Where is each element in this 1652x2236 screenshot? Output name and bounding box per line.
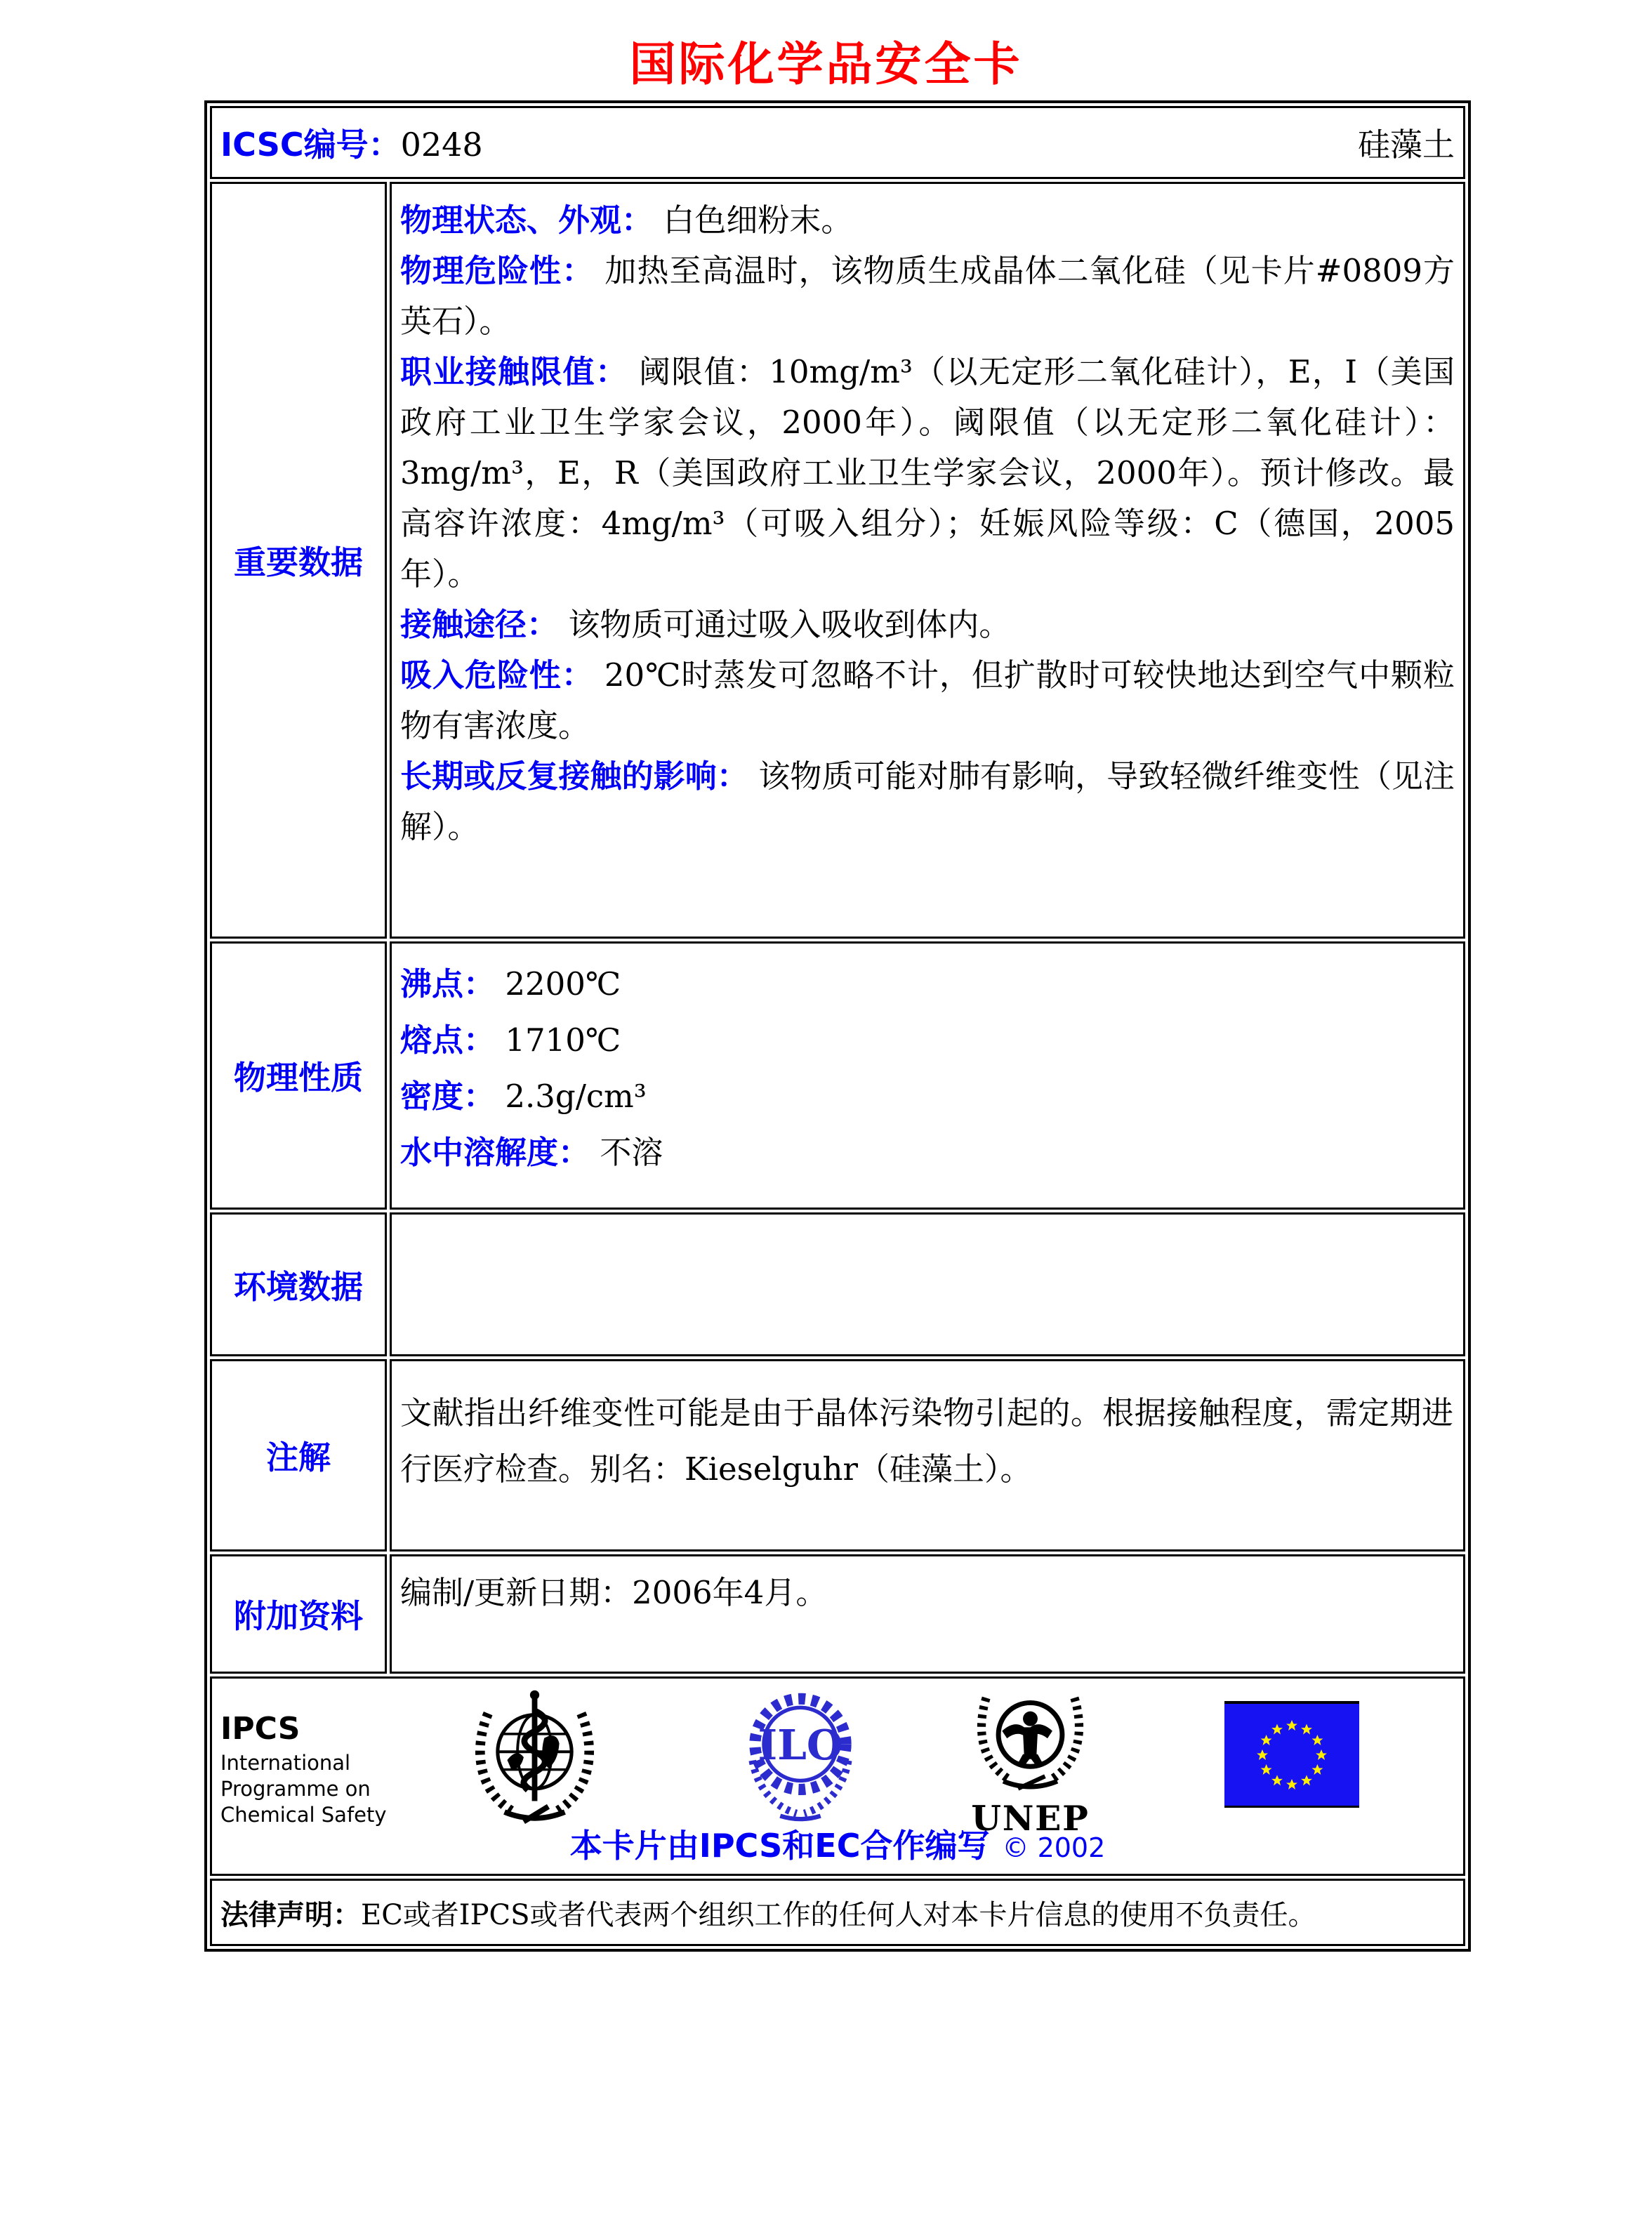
organizations-row: [210, 1676, 1465, 1876]
important-item: 吸入危险性： 20℃时蒸发可忽略不计，但扩散时可较快地达到空气中颗粒物有害浓度。: [400, 656, 1455, 744]
ilo-logo-icon: [737, 1691, 864, 1829]
page-title: 国际化学品安全卡: [629, 37, 1023, 91]
section-label-physical-properties: 物理性质: [234, 1059, 363, 1097]
environmental-data-content: [392, 1215, 1463, 1238]
ipcs-text-block: [220, 1712, 396, 1828]
physical-property: 密度： 2.3g/cm³: [400, 1078, 647, 1115]
icsc-number-label: ICSC编号：: [220, 126, 401, 164]
physical-properties-row: [210, 941, 1465, 1210]
physical-property: 熔点： 1710℃: [400, 1021, 621, 1059]
important-item: 接触途径： 该物质可通过吸入吸收到体内。: [400, 606, 1011, 643]
copyright-text: © 2002: [1002, 1832, 1106, 1863]
section-label-important-data: 重要数据: [234, 543, 363, 581]
notes-content: 文献指出纤维变性可能是由于晶体污染物引起的。根据接触程度，需定期进行医疗检查。别名：Kieselguhr（硅藻土）。: [400, 1394, 1453, 1488]
legal-notice-label: 法律声明：: [220, 1898, 361, 1931]
notes-row: [210, 1359, 1465, 1552]
legal-notice-text: EC或者IPCS或者代表两个组织工作的任何人对本卡片信息的使用不负责任。: [361, 1898, 1316, 1931]
credit-line: [212, 1820, 1463, 1867]
ipcs-title: IPCS: [220, 1711, 300, 1747]
header-row: [210, 106, 1465, 179]
legal-notice-row: [210, 1879, 1465, 1946]
physical-property: 水中溶解度： 不溶: [400, 1134, 663, 1171]
environmental-data-row: [210, 1212, 1465, 1356]
unep-wordmark: UNEP: [971, 1798, 1090, 1839]
section-label-notes: 注解: [266, 1438, 331, 1476]
additional-info-row: [210, 1554, 1465, 1674]
chemical-name: 硅藻土: [1358, 126, 1455, 164]
eu-flag-icon: [1224, 1701, 1359, 1808]
section-label-additional-info: 附加资料: [234, 1597, 363, 1635]
who-logo-icon: [466, 1688, 603, 1832]
icsc-card-table: [204, 100, 1471, 1952]
credit-text: 本卡片由IPCS和EC合作编写: [569, 1827, 990, 1865]
important-item: 物理状态、外观： 白色细粉末。: [400, 201, 853, 239]
ipcs-subtitle: International Programme on Chemical Safety: [220, 1751, 387, 1827]
important-item: 职业接触限值： 阈限值：10mg/m³（以无定形二氧化硅计），E，I（美国政府工业卫生学家会议，2000年）。阈限值（以无定形二氧化硅计）：3mg/m³，E，R（美国政府工业卫生学家会议，2000年）。预计修改。最高容许浓度：4mg/m³（可吸入组分）；妊娠风险等级：C（德国，2005年）。: [400, 353, 1455, 593]
section-label-environmental-data: 环境数据: [234, 1267, 363, 1306]
icsc-number-value: 0248: [400, 126, 483, 164]
physical-properties-content: [392, 944, 1463, 1181]
icsc-number-group: [220, 119, 483, 166]
additional-info-content: 编制/更新日期：2006年4月。: [400, 1574, 828, 1611]
svg-text:ILO: ILO: [758, 1719, 843, 1769]
important-item: 物理危险性： 加热至高温时，该物质生成晶体二氧化硅（见卡片#0809方英石）。: [400, 252, 1455, 340]
important-item: 长期或反复接触的影响： 该物质可能对肺有影响，导致轻微纤维变性（见注解）。: [400, 758, 1455, 845]
important-data-content: [392, 184, 1463, 852]
important-data-row: [210, 182, 1465, 939]
unep-logo-icon: [969, 1686, 1092, 1843]
physical-property: 沸点： 2200℃: [400, 965, 621, 1003]
